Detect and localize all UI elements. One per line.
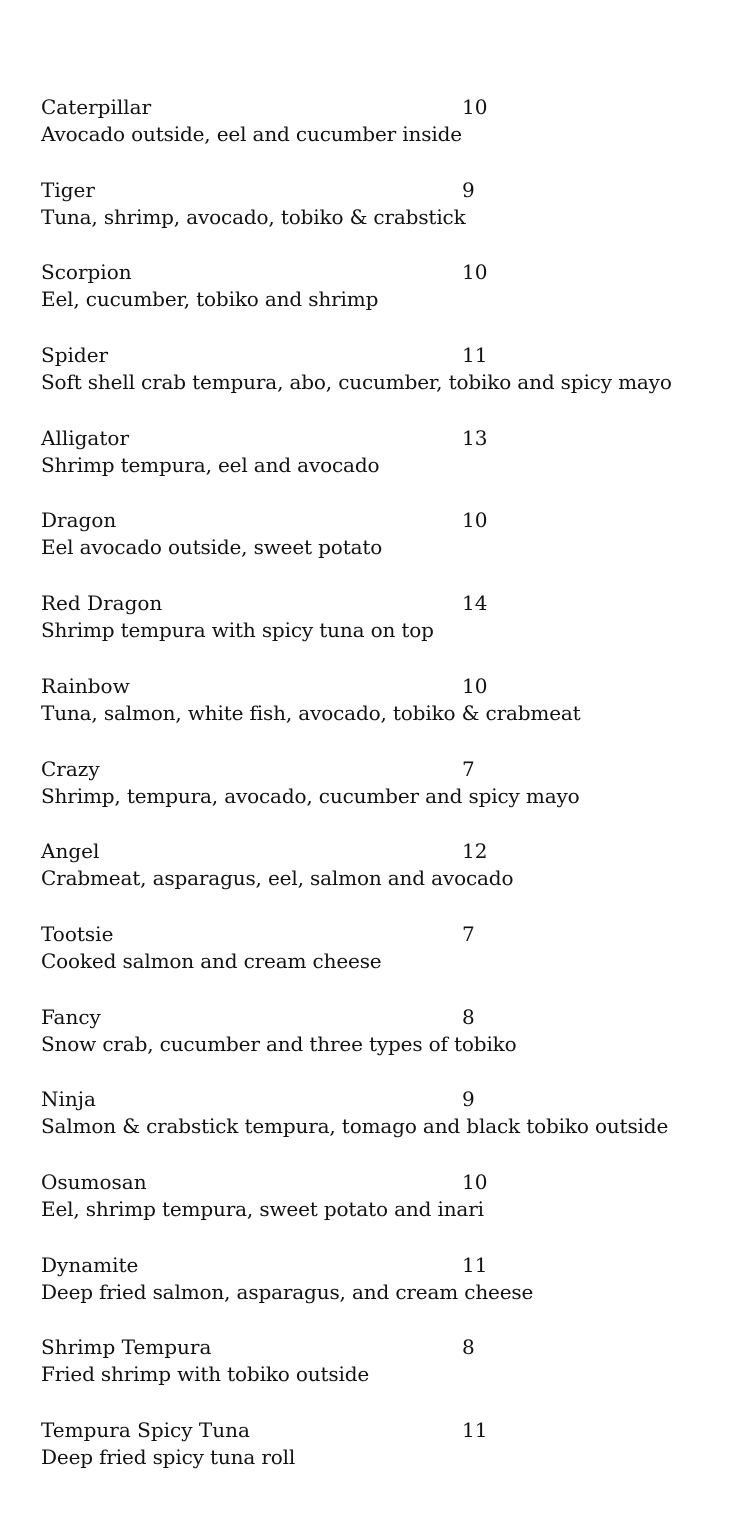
menu-item-description: Avocado outside, eel and cucumber inside [41, 122, 462, 146]
menu-item [41, 425, 721, 508]
menu-item-price: 10 [462, 673, 488, 698]
menu-item-description: Snow crab, cucumber and three types of tobiko [41, 1031, 517, 1056]
menu-item-price: 10 [462, 260, 488, 285]
menu-item-description: Cooked salmon and cream cheese [41, 948, 382, 973]
menu-item-header [41, 673, 721, 700]
menu-item-description: Shrimp tempura with spicy tuna on top [41, 618, 434, 643]
menu-item-name: Tootsie [41, 921, 114, 946]
menu-item-name: Ninja [41, 1087, 96, 1112]
menu-item-price: 7 [462, 921, 475, 946]
menu-item-price: 9 [462, 177, 475, 202]
menu-item-price: 11 [462, 343, 488, 368]
menu-item-description: Deep fried spicy tuna roll [41, 1445, 296, 1469]
menu-item-description: Deep fried salmon, asparagus, and cream cheese [41, 1279, 534, 1304]
menu-item [41, 1169, 721, 1252]
menu-item-description: Salmon & crabstick tempura, tomago and black tobiko outside [41, 1114, 669, 1139]
menu-item [41, 1252, 721, 1335]
menu-item-name: Crazy [41, 756, 100, 781]
menu-item [41, 921, 721, 1004]
menu-item-header [41, 1334, 721, 1361]
menu-item-description: Eel, cucumber, tobiko and shrimp [41, 287, 379, 312]
menu-item-name: Fancy [41, 1004, 101, 1029]
menu-item [41, 94, 721, 177]
menu-item-name: Osumosan [41, 1169, 147, 1194]
menu-item-header [41, 507, 721, 534]
menu-item-price: 9 [462, 1087, 475, 1112]
menu-item-price: 10 [462, 1169, 488, 1194]
menu-item [41, 507, 721, 590]
menu-item-description: Shrimp tempura, eel and avocado [41, 452, 380, 477]
menu-item-name: Red Dragon [41, 591, 163, 616]
menu-item [41, 590, 721, 673]
menu-item-description: Soft shell crab tempura, abo, cucumber, tobiko and spicy mayo [41, 370, 672, 395]
menu-item-name: Alligator [41, 425, 129, 450]
menu-item-header [41, 342, 721, 369]
menu-item-header [41, 177, 721, 204]
menu-item-header [41, 259, 721, 286]
menu-item-header [41, 756, 721, 783]
menu-item-header [41, 921, 721, 948]
menu-item-price: 8 [462, 1004, 475, 1029]
menu-item-header [41, 1169, 721, 1196]
menu-item-price: 14 [462, 591, 488, 616]
menu-item-price: 8 [462, 1335, 475, 1360]
menu-item-header [41, 590, 721, 617]
menu-item-name: Tiger [41, 177, 95, 202]
menu-item-price: 11 [462, 1252, 488, 1277]
menu-item-price: 10 [462, 95, 488, 119]
menu-item-header [41, 425, 721, 452]
menu-item-name: Shrimp Tempura [41, 1335, 212, 1360]
menu-item-header [41, 1004, 721, 1031]
menu-item-price: 12 [462, 839, 488, 864]
menu-item-header [41, 1086, 721, 1113]
menu-item [41, 259, 721, 342]
menu-item-header [41, 1417, 721, 1444]
menu-item-name: Dragon [41, 508, 117, 533]
menu-item-name: Tempura Spicy Tuna [41, 1418, 250, 1442]
menu-item-name: Dynamite [41, 1252, 139, 1277]
menu-item-description: Crabmeat, asparagus, eel, salmon and avocado [41, 866, 514, 891]
menu-item [41, 177, 721, 260]
menu-item-name: Spider [41, 343, 109, 368]
menu-item [41, 838, 721, 921]
menu-item [41, 1004, 721, 1087]
menu-item-description: Fried shrimp with tobiko outside [41, 1362, 370, 1387]
menu-item-price: 10 [462, 508, 488, 533]
menu-item [41, 673, 721, 756]
menu-item-name: Caterpillar [41, 95, 152, 119]
menu-item-header [41, 94, 721, 121]
menu-item-price: 7 [462, 756, 475, 781]
menu-item-name: Scorpion [41, 260, 132, 285]
menu-item-description: Eel avocado outside, sweet potato [41, 535, 383, 560]
menu-item-price: 13 [462, 425, 488, 450]
menu-item-description: Tuna, salmon, white fish, avocado, tobiko & crabmeat [41, 700, 581, 725]
menu-item [41, 1086, 721, 1169]
menu-item [41, 756, 721, 839]
menu-item-description: Shrimp, tempura, avocado, cucumber and spicy mayo [41, 783, 580, 808]
menu-item-header [41, 838, 721, 865]
menu-item-name: Rainbow [41, 673, 130, 698]
menu-item [41, 1417, 721, 1500]
menu-item-description: Eel, shrimp tempura, sweet potato and inari [41, 1196, 484, 1221]
sushi-roll-menu [41, 94, 721, 1500]
menu-item [41, 342, 721, 425]
menu-item-description: Tuna, shrimp, avocado, tobiko & crabstick [41, 204, 466, 229]
menu-item [41, 1334, 721, 1417]
menu-item-header [41, 1252, 721, 1279]
menu-item-price: 11 [462, 1418, 488, 1442]
menu-item-name: Angel [41, 839, 100, 864]
